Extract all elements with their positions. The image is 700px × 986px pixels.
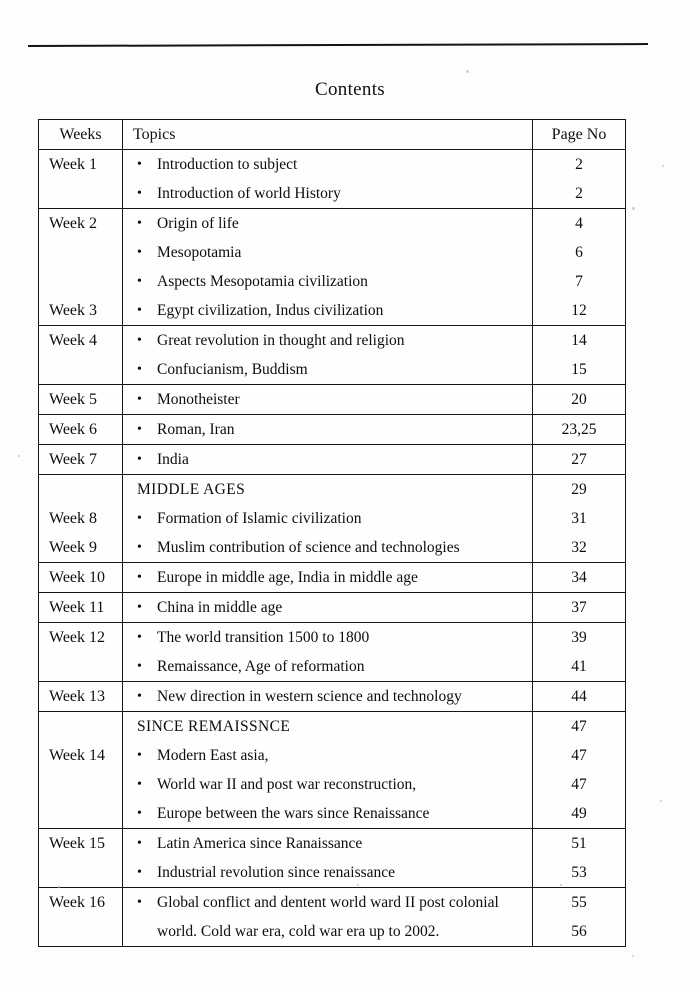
week-cell: [39, 593, 123, 623]
week-cell: [39, 475, 123, 563]
scan-speck: [58, 886, 60, 888]
column-header-weeks: Weeks: [39, 120, 123, 150]
topic-item: • Industrial revolution since renaissance: [123, 858, 532, 887]
scan-speck: [357, 884, 359, 886]
page-number: 2: [575, 156, 583, 173]
week-label: Week 11: [49, 599, 105, 616]
scan-speck: [632, 207, 635, 210]
week-cell-spacer: [49, 238, 122, 267]
topics-cell: [123, 888, 533, 947]
column-header-topics: Topics: [123, 120, 533, 150]
week-cell: [39, 415, 123, 445]
week-cell-spacer: [49, 917, 122, 946]
table-row: [39, 475, 626, 563]
page-number: 14: [571, 332, 587, 349]
page-number-cell: [533, 415, 626, 445]
week-label: Week 6: [49, 421, 98, 438]
week-label: Week 7: [49, 451, 98, 468]
week-label: Week 15: [49, 835, 106, 852]
topic-item: • Introduction of world History: [123, 179, 532, 208]
page-number-cell: [533, 682, 626, 712]
table-header-row: [39, 120, 626, 150]
page-number: 47: [571, 718, 587, 735]
topic-item: • The world transition 1500 to 1800: [123, 623, 532, 652]
week-cell-spacer: [49, 858, 122, 887]
topic-item: • Europe between the wars since Renaissance: [123, 799, 532, 828]
week-cell-spacer: [49, 652, 122, 681]
week-label: Week 13: [49, 688, 106, 705]
topic-item: • Egypt civilization, Indus civilization: [123, 296, 532, 325]
topic-item: • Global conflict and dentent world ward II post colonial: [123, 888, 532, 917]
page-number: 31: [571, 510, 587, 527]
week-label: Week 16: [49, 894, 106, 911]
page-number: 6: [575, 244, 583, 261]
page-number-cell: [533, 593, 626, 623]
page-number: 49: [571, 805, 587, 822]
section-heading: SINCE REMAISSNCE: [137, 718, 291, 735]
topics-cell: [123, 209, 533, 326]
week-label: Week 5: [49, 391, 98, 408]
week-cell: [39, 682, 123, 712]
page-number: 2: [575, 185, 583, 202]
page-number: 53: [571, 864, 587, 881]
week-label: Week 12: [49, 629, 106, 646]
table-of-contents: [38, 119, 626, 947]
week-cell-spacer: [49, 355, 122, 384]
topic-item: • Remaissance, Age of reformation: [123, 652, 532, 681]
table-row: [39, 593, 626, 623]
week-label: Week 3: [49, 302, 98, 319]
table-row: [39, 415, 626, 445]
table-row: [39, 326, 626, 385]
table-row: [39, 563, 626, 593]
topics-cell: [123, 623, 533, 682]
topic-item: • Monotheister: [123, 385, 532, 414]
page-number: 44: [571, 688, 587, 705]
table-row: [39, 445, 626, 475]
week-label: Week 8: [49, 510, 98, 527]
scan-speck: [660, 800, 662, 802]
page-number: 27: [571, 451, 587, 468]
page-number-cell: [533, 623, 626, 682]
table-row: [39, 385, 626, 415]
topics-cell: [123, 593, 533, 623]
page-number-cell: [533, 888, 626, 947]
topic-item: • Mesopotamia: [123, 238, 532, 267]
page-number: 12: [571, 302, 587, 319]
week-cell: [39, 888, 123, 947]
page-number-cell: [533, 829, 626, 888]
scan-speck: [560, 884, 562, 886]
week-label: Week 1: [49, 156, 98, 173]
page-number-cell: [533, 475, 626, 563]
topic-item: • World war II and post war reconstruction,: [123, 770, 532, 799]
page-number: 7: [575, 273, 583, 290]
topics-cell: [123, 150, 533, 209]
page-number: 39: [571, 629, 587, 646]
page-number: 23,25: [561, 421, 597, 438]
page-number: 41: [571, 658, 587, 675]
page-number: 4: [575, 215, 583, 232]
week-cell: [39, 326, 123, 385]
topics-cell: [123, 712, 533, 829]
page-number: 20: [571, 391, 587, 408]
topic-item: • China in middle age: [123, 593, 532, 622]
column-header-page-no: Page No: [533, 120, 626, 150]
topic-item: • Introduction to subject: [123, 150, 532, 179]
topic-item: • Roman, Iran: [123, 415, 532, 444]
page-number: 37: [571, 599, 587, 616]
page-number-cell: [533, 385, 626, 415]
topics-cell: [123, 829, 533, 888]
topic-item: • Great revolution in thought and religion: [123, 326, 532, 355]
week-label: Week 14: [49, 747, 106, 764]
week-cell: [39, 829, 123, 888]
topic-item: • Muslim contribution of science and technologies: [123, 533, 532, 562]
week-cell-spacer: [49, 799, 122, 828]
header-rule: [28, 43, 648, 47]
topic-item: • Aspects Mesopotamia civilization: [123, 267, 532, 296]
topics-cell: [123, 385, 533, 415]
topic-item: • Origin of life: [123, 209, 532, 238]
week-cell: [39, 563, 123, 593]
week-cell-spacer: [49, 179, 122, 208]
page-title: Contents: [315, 79, 385, 100]
table-row: [39, 888, 626, 947]
topic-item: • Latin America since Ranaissance: [123, 829, 532, 858]
topic-item: • India: [123, 445, 532, 474]
topics-cell: [123, 563, 533, 593]
topics-cell: [123, 475, 533, 563]
week-label: Week 2: [49, 215, 98, 232]
scan-speck: [18, 455, 20, 457]
topic-item: • Modern East asia,: [123, 741, 532, 770]
week-label: Week 4: [49, 332, 98, 349]
page-number: 15: [571, 361, 587, 378]
week-cell: [39, 209, 123, 326]
table-header: [39, 120, 626, 150]
week-cell-spacer: [49, 475, 122, 504]
topic-continuation: world. Cold war era, cold war era up to 2002.: [157, 923, 440, 940]
table-row: [39, 623, 626, 682]
topics-cell: [123, 415, 533, 445]
week-cell: [39, 445, 123, 475]
page-number: 32: [571, 539, 587, 556]
topic-item: • Europe in middle age, India in middle age: [123, 563, 532, 592]
page-number: 51: [571, 835, 587, 852]
week-label: Week 9: [49, 539, 98, 556]
topics-cell: [123, 682, 533, 712]
table-row: [39, 209, 626, 326]
page-number-cell: [533, 712, 626, 829]
scan-speck: [466, 70, 469, 73]
week-label: Week 10: [49, 569, 106, 586]
page-number: 56: [571, 923, 587, 940]
page-number-cell: [533, 209, 626, 326]
table-row: [39, 712, 626, 829]
page-number-cell: [533, 150, 626, 209]
page-number-cell: [533, 445, 626, 475]
topic-item: • Confucianism, Buddism: [123, 355, 532, 384]
page-number: 55: [571, 894, 587, 911]
table-body: [39, 150, 626, 947]
scan-speck: [662, 165, 664, 167]
page-number: 47: [571, 776, 587, 793]
week-cell: [39, 623, 123, 682]
topic-item: • Formation of Islamic civilization: [123, 504, 532, 533]
page-number: 34: [571, 569, 587, 586]
topics-cell: [123, 445, 533, 475]
scan-speck: [632, 955, 634, 957]
page-number: 47: [571, 747, 587, 764]
week-cell: [39, 712, 123, 829]
topic-item: • New direction in western science and technology: [123, 682, 532, 711]
page-number-cell: [533, 563, 626, 593]
table-row: [39, 682, 626, 712]
week-cell-spacer: [49, 267, 122, 296]
page-number: 29: [571, 481, 587, 498]
section-heading: MIDDLE AGES: [137, 481, 246, 498]
table-row: [39, 150, 626, 209]
week-cell: [39, 385, 123, 415]
week-cell: [39, 150, 123, 209]
page-number-cell: [533, 326, 626, 385]
table-row: [39, 829, 626, 888]
week-cell-spacer: [49, 770, 122, 799]
week-cell-spacer: [49, 712, 122, 741]
topics-cell: [123, 326, 533, 385]
